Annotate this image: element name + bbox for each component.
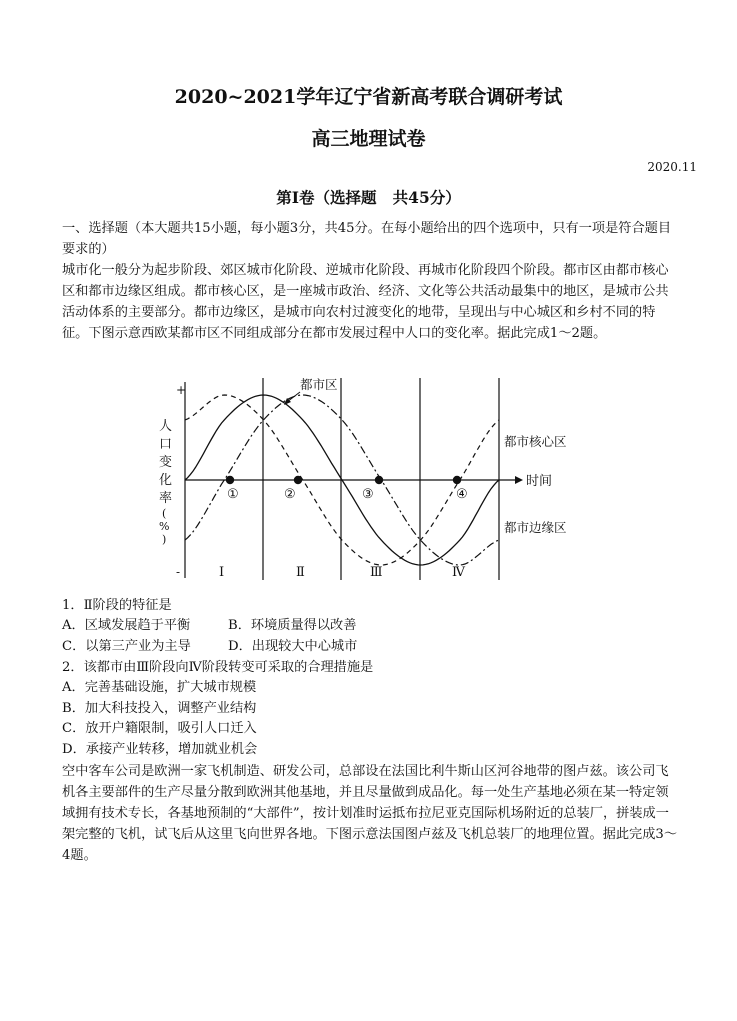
point-marker: [453, 476, 461, 484]
question-2-option-c: C．放开户籍限制，吸引人口迁入: [62, 721, 257, 736]
question-1-option-b: B．环境质量得以改善: [228, 618, 357, 633]
point-label: ②: [284, 487, 296, 502]
y-label-char: 率: [159, 491, 173, 506]
y-label-char: ): [162, 533, 167, 546]
exam-subtitle: 高三地理试卷: [311, 128, 426, 150]
y-axis-label: [159, 419, 172, 546]
exam-date: 2020.11: [647, 160, 697, 174]
point-marker: [226, 476, 234, 484]
exam-title: 2020~2021学年辽宁省新高考联合调研考试: [174, 86, 563, 108]
instructions-paragraph: 一、选择题（本大题共15小题，每小题3分，共45分。在每小题给出的四个选项中，只有一项是符合题目要求的）: [62, 221, 672, 257]
question-2-option-b: B．加大科技投入，调整产业结构: [62, 701, 257, 716]
point-label: ①: [227, 487, 239, 502]
question-1-stem: 1．Ⅱ阶段的特征是: [62, 598, 172, 613]
question-2-option-d: D．承接产业转移，增加就业机会: [62, 742, 258, 757]
section-heading: 第Ⅰ卷（选择题 共45分）: [276, 188, 461, 207]
question-1-option-d: D．出现较大中心城市: [228, 639, 358, 654]
point-label: ③: [362, 487, 374, 502]
airbus-passage: 空中客车公司是欧洲一家飞机制造、研发公司，总部设在法国比利牛斯山区河谷地带的图卢兹。该公司飞机各主要部件的生产尽量分散到欧洲其他基地，并且尽量做到成品化。每一处生产基地必须在某一特定领域拥有技术专长，各基地预制的“大部件”，按计划准时运抵布拉尼亚克国际机场附近的总装厂，拼装成一架完整的飞机，试飞后从这里飞向世界各地。下图示意法国图卢兹及飞机总装厂的地理位置。据此完成3～4题。: [62, 764, 678, 863]
question-2-option-a: A．完善基础设施，扩大城市规模: [62, 680, 257, 695]
y-label-char: 人: [159, 419, 173, 434]
point-marker: [375, 476, 383, 484]
x-axis-arrow: [515, 476, 523, 484]
y-label-char: 口: [159, 437, 173, 452]
label-core: 都市核心区: [504, 434, 567, 449]
question-1-option-c: C．以第三产业为主导: [62, 639, 191, 654]
urbanization-passage: 城市化一般分为起步阶段、郊区城市化阶段、逆城市化阶段、再城市化阶段四个阶段。都市区由都市核心区和都市边缘区组成。都市核心区，是一座城市政治、经济、文化等公共活动最集中的地区，是城市公共活动体系的主要部分。都市边缘区，是城市向农村过渡变化的地带，呈现出与中心城区和乡村不同的特征。下图示意西欧某都市区不同组成部分在都市发展过程中人口的变化率。据此完成1～2题。: [62, 263, 669, 341]
point-marker: [294, 476, 302, 484]
stage-label: Ⅰ: [219, 565, 225, 580]
population-change-chart: [150, 370, 590, 590]
point-label: ④: [456, 487, 468, 502]
y-label-char: (: [162, 507, 167, 520]
question-2-stem: 2．该都市由Ⅲ阶段向Ⅳ阶段转变可采取的合理措施是: [62, 660, 374, 675]
label-edge: 都市边缘区: [504, 520, 567, 535]
y-label-char: 化: [159, 473, 173, 488]
stage-label: Ⅱ: [296, 565, 305, 580]
y-label-char: %: [159, 520, 170, 533]
stage-label: Ⅳ: [452, 565, 465, 580]
x-axis-label: 时间: [526, 474, 553, 489]
y-minus-label: -: [176, 565, 181, 579]
y-label-char: 变: [159, 455, 173, 470]
stage-label: Ⅲ: [370, 565, 383, 580]
label-metro: 都市区: [300, 377, 338, 392]
question-1-option-a: A．区域发展趋于平衡: [62, 618, 191, 633]
y-plus-label: +: [176, 383, 187, 397]
